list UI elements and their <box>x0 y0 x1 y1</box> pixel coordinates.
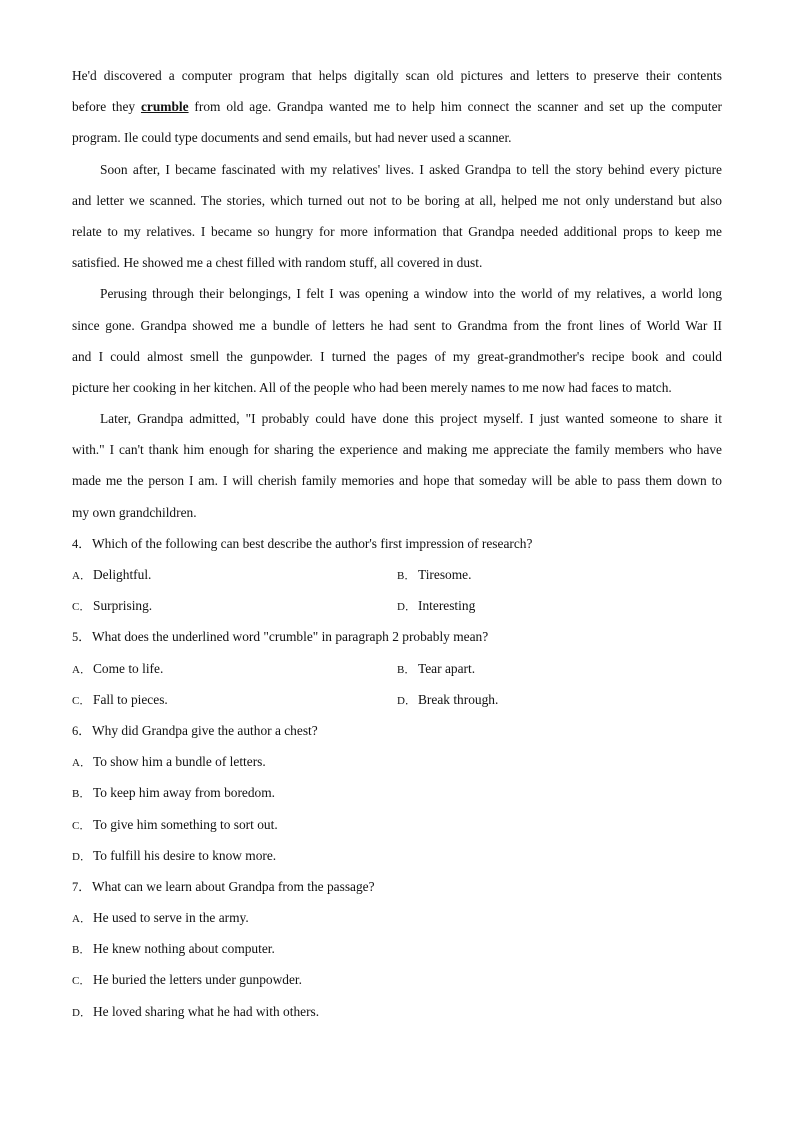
option-letter: C． <box>72 819 91 832</box>
option-letter: A． <box>72 663 91 676</box>
option-text: He buried the letters under gunpowder. <box>93 972 302 988</box>
text-line: relate to my relatives. I became so hungry for more information that Grandpa needed additional props to keep me <box>72 223 722 239</box>
option-row <box>72 684 722 715</box>
text-line: and letter we scanned. The stories, which turned out not to be boring at all, helped me not only understand but also <box>72 192 722 208</box>
text-line: program. Ile could type documents and send emails, but had never used a scanner. <box>72 130 512 146</box>
text-line: picture her cooking in her kitchen. All of the people who had been merely names to me now had faces to match. <box>72 379 672 395</box>
option-text: Interesting <box>418 598 476 614</box>
question-number: 4． <box>72 536 91 551</box>
question-stem <box>72 715 722 746</box>
question-text: What does the underlined word "crumble" in paragraph 2 probably mean? <box>92 629 489 645</box>
option-text: Tiresome. <box>418 567 472 582</box>
option-d[interactable] <box>72 840 722 871</box>
text-line: Soon after, I became fascinated with my relatives' lives. I asked Grandpa to tell the story behind every picture <box>100 161 722 177</box>
option-letter: B． <box>72 788 91 801</box>
option-row <box>72 653 722 684</box>
option-row <box>72 590 722 621</box>
option-text: He knew nothing about computer. <box>93 941 275 957</box>
text-line: Perusing through their belongings, I felt I was opening a window into the world of my relatives, a world long <box>100 286 722 302</box>
question-7 <box>72 871 722 1027</box>
option-b[interactable] <box>72 777 722 808</box>
option-d[interactable] <box>397 590 722 621</box>
option-text: To show him a bundle of letters. <box>93 754 266 770</box>
paragraph-1 <box>72 60 722 154</box>
option-letter: C． <box>72 694 91 707</box>
question-stem <box>72 528 722 559</box>
option-d[interactable] <box>72 996 722 1027</box>
option-text: Tear apart. <box>418 660 476 676</box>
option-c[interactable] <box>72 964 722 995</box>
option-letter: A． <box>72 913 91 926</box>
option-text: He loved sharing what he had with others. <box>93 1003 320 1019</box>
option-letter: B． <box>72 944 91 957</box>
question-stem <box>72 621 722 652</box>
option-a[interactable] <box>72 902 722 933</box>
question-stem <box>72 871 722 902</box>
paragraph-4 <box>72 403 722 528</box>
option-letter: D． <box>397 601 416 614</box>
question-5 <box>72 621 722 715</box>
question-text: Why did Grandpa give the author a chest? <box>92 722 318 738</box>
option-text: To give him something to sort out. <box>93 816 278 832</box>
text-line: Later, Grandpa admitted, "I probably could have done this project myself. I just wanted someone to share it <box>100 411 722 427</box>
question-text: What can we learn about Grandpa from the passage? <box>92 878 375 894</box>
question-number: 6． <box>72 723 91 738</box>
option-text: Fall to pieces. <box>93 691 168 707</box>
option-letter: C． <box>72 601 91 614</box>
option-letter: A． <box>72 757 91 770</box>
text-line <box>72 91 722 122</box>
paragraph-2 <box>72 154 722 279</box>
option-text: Delightful. <box>93 567 152 582</box>
option-row <box>72 559 722 590</box>
option-c[interactable] <box>72 590 397 621</box>
option-letter: D． <box>397 694 416 707</box>
option-c[interactable] <box>72 809 722 840</box>
underlined-word-crumble: crumble <box>140 99 189 115</box>
option-a[interactable] <box>72 653 397 684</box>
option-d[interactable] <box>397 684 722 715</box>
paragraph-3 <box>72 278 722 403</box>
question-4 <box>72 528 722 622</box>
text-line: my own grandchildren. <box>72 504 197 520</box>
question-6 <box>72 715 722 871</box>
option-letter: D． <box>72 850 91 863</box>
option-text: Surprising. <box>93 598 153 614</box>
text-span: from old age. Grandpa wanted me to help him connect the scanner and set up the computer <box>188 99 723 115</box>
option-letter: C． <box>72 975 91 988</box>
option-c[interactable] <box>72 684 397 715</box>
text-line: He'd discovered a computer program that helps digitally scan old pictures and letters to preserve their contents <box>72 68 722 83</box>
option-b[interactable] <box>397 559 722 590</box>
document-page <box>72 60 722 1027</box>
text-line: satisfied. He showed me a chest filled with random stuff, all covered in dust. <box>72 255 483 271</box>
option-b[interactable] <box>397 653 722 684</box>
option-letter: A． <box>72 570 91 582</box>
option-text: Come to life. <box>93 660 164 676</box>
question-text: Which of the following can best describe the author's first impression of research? <box>92 535 533 551</box>
option-text: To fulfill his desire to know more. <box>93 847 277 863</box>
text-line: and I could almost smell the gunpowder. I turned the pages of my great-grandmother's recipe book and could <box>72 348 722 364</box>
text-line: made me the person I am. I will cherish family memories and hope that someday will be able to pass them down to <box>72 473 722 489</box>
text-span: before they <box>72 99 141 115</box>
option-b[interactable] <box>72 933 722 964</box>
option-a[interactable] <box>72 559 397 590</box>
option-letter: B． <box>397 663 416 676</box>
option-text: To keep him away from boredom. <box>93 785 276 801</box>
option-text: He used to serve in the army. <box>93 910 249 926</box>
option-a[interactable] <box>72 746 722 777</box>
option-letter: D． <box>72 1006 91 1019</box>
text-line: since gone. Grandpa showed me a bundle of letters he had sent to Grandma from the front lines of World War II <box>72 317 722 333</box>
option-letter: B． <box>397 570 416 582</box>
question-number: 5． <box>72 630 91 645</box>
question-number: 7． <box>72 879 91 894</box>
option-text: Break through. <box>418 691 499 707</box>
text-line: with." I can't thank him enough for sharing the experience and making me appreciate the family members who have <box>72 442 722 458</box>
